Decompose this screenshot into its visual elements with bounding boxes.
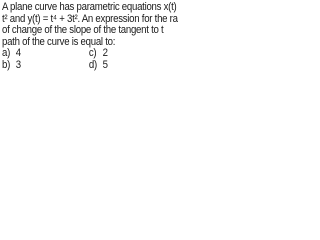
option-a-label: a) (2, 47, 11, 60)
answer-options (2, 48, 208, 72)
question-line-2: t² and y(t) = t⁴ + 3t². An expression for the ra (2, 12, 178, 25)
option-d (89, 60, 108, 72)
question-line-4: path of the curve is equal to: (2, 35, 116, 48)
question-line-1: A plane curve has parametric equations x(t) (2, 1, 177, 13)
option-b (2, 60, 21, 72)
option-a-value: 4 (15, 47, 21, 60)
option-d-value: 5 (102, 58, 108, 71)
question-line-3: of change of the slope of the tangent to t (2, 24, 164, 37)
option-b-label: b) (2, 58, 11, 71)
option-c-label: c) (88, 47, 97, 60)
option-b-value: 3 (15, 58, 21, 71)
question-block (2, 2, 208, 72)
option-d-label: d) (88, 58, 97, 71)
option-c-value: 2 (102, 47, 108, 60)
